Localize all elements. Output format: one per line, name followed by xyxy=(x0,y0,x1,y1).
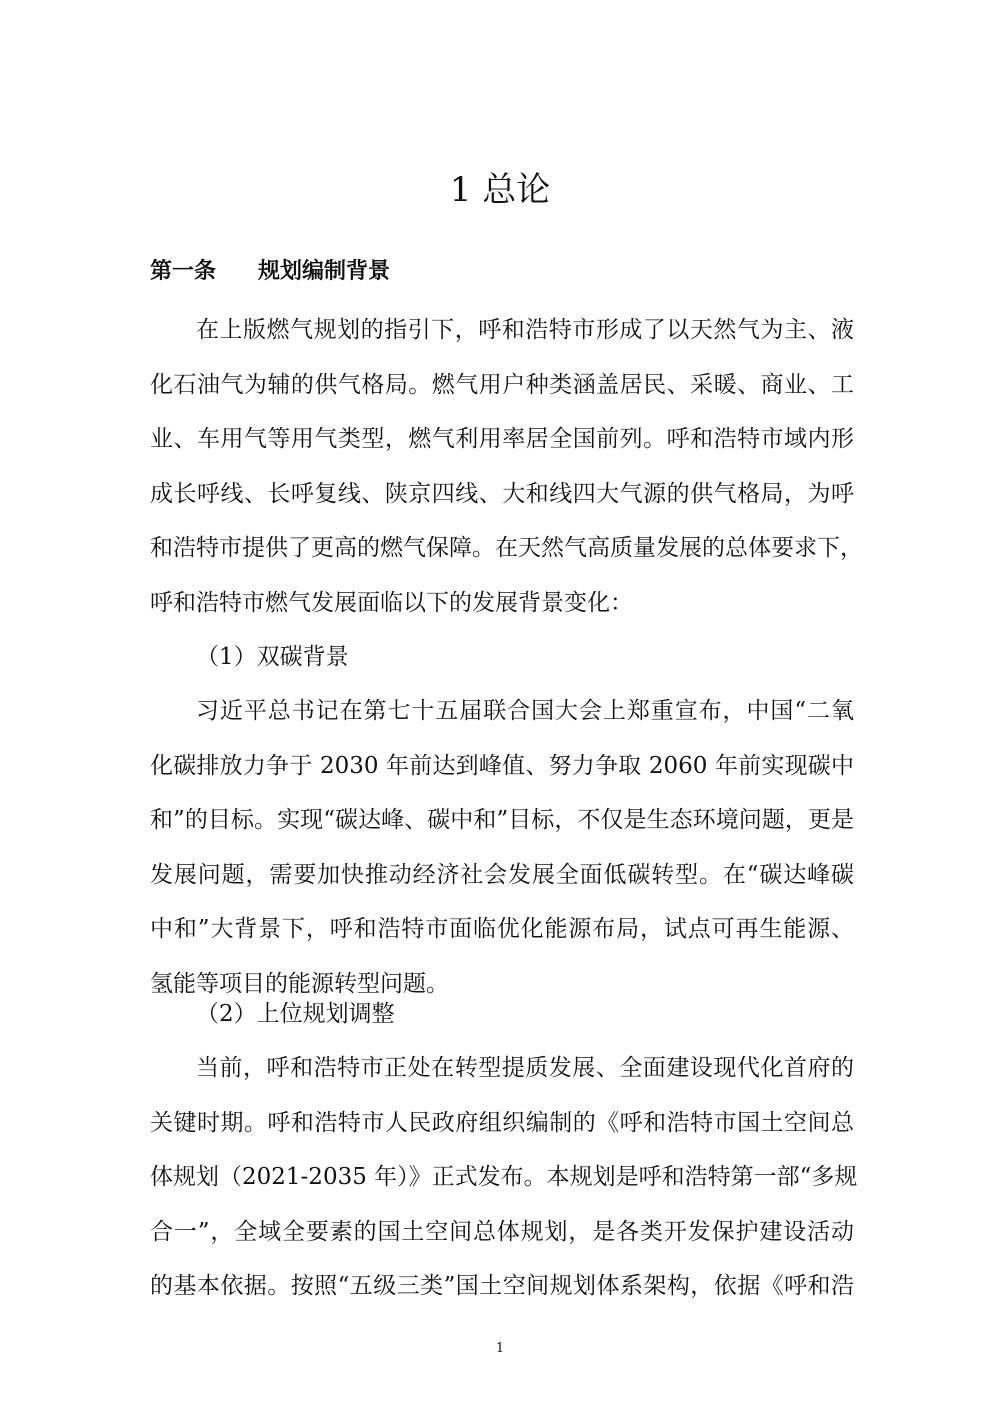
paragraph-line: 合一”，全域全要素的国土空间总体规划，是各类开发保护建设活动 xyxy=(150,1218,854,1245)
article-heading xyxy=(150,253,390,291)
paragraph-line: 化碳排放力争于 2030 年前达到峰值、努力争取 2060 年前实现碳中 xyxy=(150,752,854,779)
paragraph-line: 业、车用气等用气类型，燃气利用率居全国前列。呼和浩特市域内形 xyxy=(150,426,854,452)
page-number: 1 xyxy=(495,1341,505,1356)
paragraph-line: 关键时期。呼和浩特市人民政府组织编制的《呼和浩特市国土空间总 xyxy=(150,1109,854,1136)
paragraph-line: 体规划（2021-2035 年）》正式发布。本规划是呼和浩特第一部“多规 xyxy=(150,1164,858,1190)
paragraph-line: 当前，呼和浩特市正处在转型提质发展、全面建设现代化首府的 xyxy=(196,1055,854,1081)
paragraph-line: 成长呼线、长呼复线、陕京四线、大和线四大气源的供气格局，为呼 xyxy=(150,480,854,507)
paragraph-line: 在上版燃气规划的指引下，呼和浩特市形成了以天然气为主、液 xyxy=(196,317,854,343)
paragraph-line: 的基本依据。按照“五级三类”国土空间规划体系架构，依据《呼和浩 xyxy=(150,1273,854,1299)
paragraph-dual-carbon xyxy=(150,684,854,1011)
chapter-title: 1 总论 xyxy=(449,170,551,210)
paragraph-line: 化石油气为辅的供气格局。燃气用户种类涵盖居民、采暖、商业、工 xyxy=(150,371,854,398)
article-title: 规划编制背景 xyxy=(258,259,391,284)
paragraph-line: 发展问题，需要加快推动经济社会发展全面低碳转型。在“碳达峰碳 xyxy=(150,861,854,888)
paragraph-line: 氢能等项目的能源转型问题。 xyxy=(150,970,449,997)
subheading-upper-planning: （2）上位规划调整 xyxy=(196,1001,395,1027)
paragraph-line: 习近平总书记在第七十五届联合国大会上郑重宣布，中国“二氧 xyxy=(196,698,854,724)
paragraph-background xyxy=(150,303,863,630)
subheading-dual-carbon: （1）双碳背景 xyxy=(196,644,349,670)
paragraph-line: 和”的目标。实现“碳达峰、碳中和”目标，不仅是生态环境问题，更是 xyxy=(150,807,854,833)
paragraph-line: 呼和浩特市燃气发展面临以下的发展背景变化： xyxy=(150,589,633,616)
article-number: 第一条 xyxy=(150,259,217,284)
paragraph-upper-planning xyxy=(150,1041,858,1314)
paragraph-line: 中和”大背景下，呼和浩特市面临优化能源布局，试点可再生能源、 xyxy=(150,916,854,942)
paragraph-line: 和浩特市提供了更高的燃气保障。在天然气高质量发展的总体要求下， xyxy=(150,535,863,561)
